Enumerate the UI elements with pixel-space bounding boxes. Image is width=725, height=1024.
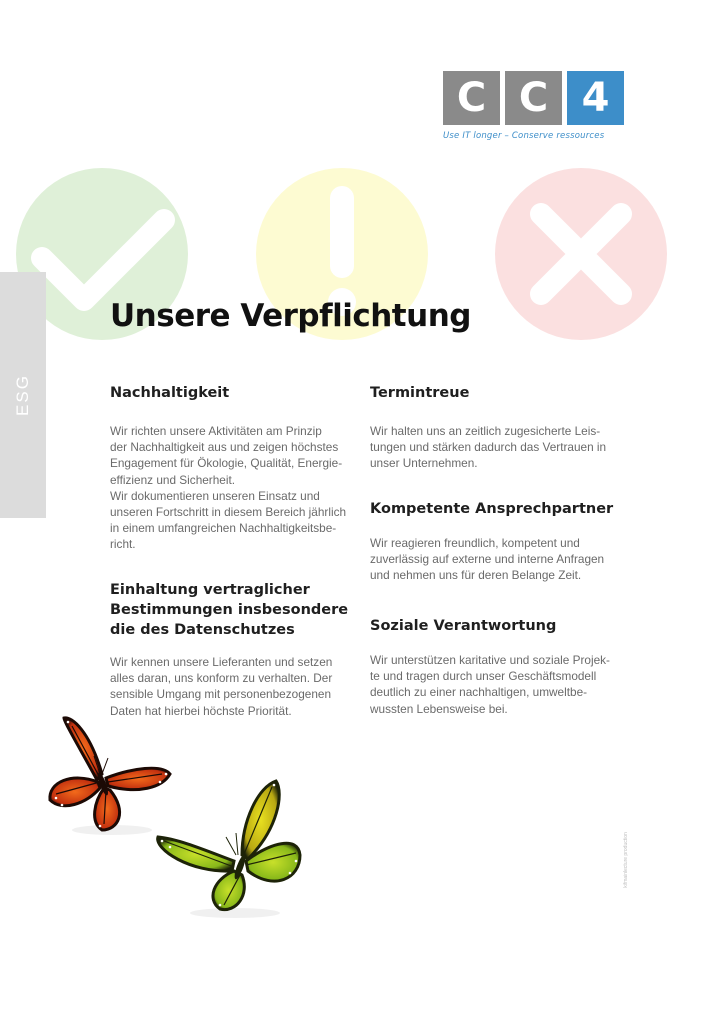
photo-credit: kifmainlecture production xyxy=(623,832,629,888)
section-body: Wir reagieren freundlich, kompetent und zuverlässig auf externe und interne Anfragen und nehmen uns für deren Belange Zeit. xyxy=(370,536,605,583)
section-einhaltung xyxy=(110,580,360,719)
x-icon xyxy=(493,166,669,342)
cc4-logo xyxy=(443,71,624,141)
section-heading: Kompetente Ansprechpartner xyxy=(370,501,614,517)
logo-letter-c2: C xyxy=(505,71,562,125)
section-heading: Soziale Verantwortung xyxy=(370,618,557,634)
section-heading: Einhaltung vertraglicher Bestimmungen insbesondere die des Datenschutzes xyxy=(110,582,349,638)
section-kompetente-ansprechpartner xyxy=(370,499,625,584)
section-heading: Nachhaltigkeit xyxy=(110,385,230,401)
section-heading: Termintreue xyxy=(370,385,470,401)
section-body: Wir richten unsere Aktivitäten am Prinzip der Nachhaltigkeit aus und zeigen höchstes Engagement für Ökologie, Qualität, Energie- effizienz und Sicherheit. Wir dokumentieren unseren Einsatz und unseren Fortschritt in diesem Bereich jährlich in einem umfangreichen Nachhaltigkeitsbe- richt. xyxy=(110,424,347,552)
logo-tagline: Use IT longer – Conserve ressources xyxy=(443,131,605,141)
logo-letter-4: 4 xyxy=(567,71,624,125)
esg-side-tab-label: ESG xyxy=(13,374,32,416)
section-soziale-verantwortung xyxy=(370,616,625,717)
section-body: Wir halten uns an zeitlich zugesicherte Leis- tungen und stärken dadurch das Vertrauen in unser Unternehmen. xyxy=(370,424,607,471)
logo-letters xyxy=(443,71,624,125)
section-termintreue xyxy=(370,383,625,472)
logo-letter-c1: C xyxy=(443,71,500,125)
section-body: Wir kennen unsere Lieferanten und setzen alles daran, uns konform zu verhalten. Der sensible Umgang mit personenbezogenen Daten hat hierbei höchste Priorität. xyxy=(110,655,333,718)
green-butterfly-image xyxy=(150,775,310,920)
section-body: Wir unterstützen karitative und soziale Projek- te und tragen durch unser Geschäftsmodell deutlich zu einer nachhaltigen, umweltbe- wussten Lebensweise bei. xyxy=(370,653,610,716)
page-title: Unsere Verpflichtung xyxy=(110,298,471,334)
section-nachhaltigkeit xyxy=(110,383,360,553)
